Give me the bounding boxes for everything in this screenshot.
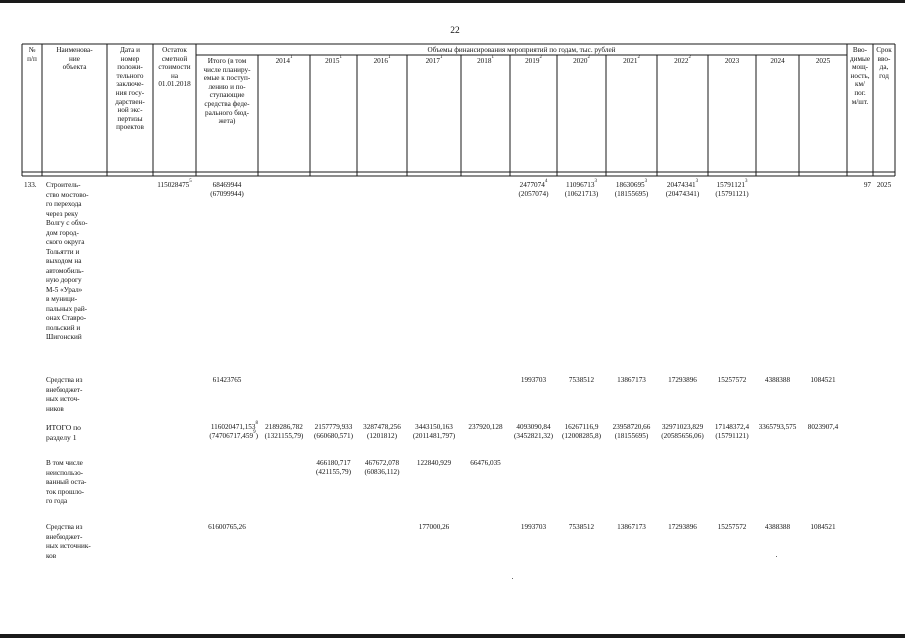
row-133-object-name: Строитель- ство мостово- го перехода через реку Волгу с обхо- дом город- ского округа Тольятти и выходом на автомобиль- ную дорогу М-5 «Урал» в муници- пальных рай- онах Ставро- польский и Шигонский [46, 181, 89, 341]
section-1-total-2024: 3365793,575 [758, 423, 797, 431]
section-1-extrabudget-total: 61600765,26 [208, 523, 246, 531]
header-col-expertise: Дата и номер положи- тельного заключе- ния госу- дарствен- ной экс- пертизы проектов [115, 46, 145, 132]
section-1-total-2020: 16267116,9 (12008285,8) [562, 423, 601, 440]
unused-remainder-2017: 122840,929 [416, 459, 452, 467]
row-133-year-2020: 11096713$^3$ (10621713) [564, 179, 599, 198]
header-year-2016: 2016$^1$ [373, 55, 391, 65]
row-133-extrabudget-total: 61423765 [212, 376, 242, 384]
row-133-extrabudget-2020: 7538512 [568, 376, 595, 384]
section-1-total-2016: 3287478,256 (1201812) [363, 423, 401, 440]
header-year-2017: 2017$^1$ [425, 55, 443, 65]
section-1-total-2014: 2189286,782 (1321155,79) [264, 423, 304, 440]
row-133-extrabudget-2022: 17293896 [668, 376, 697, 384]
section-1-total-2015: 2157779,933 (660680,571) [314, 423, 353, 440]
scan-speck [776, 556, 777, 557]
header-col-remaining-cost: Остаток сметной стоимости на 01.01.2018 [158, 46, 191, 89]
scan-speck [512, 578, 513, 579]
section-1-extrabudget-2024: 4388388 [764, 523, 791, 531]
header-financing-group-title: Объемы финансирования мероприятий по годам, тыс. рублей [427, 46, 616, 54]
section-1-extrabudget-2017: 177000,26 [418, 523, 450, 531]
section-1-total-2017: 3443150,163 (2011481,797) [412, 423, 456, 440]
row-133-extrabudget-2021: 13867173 [617, 376, 646, 384]
section-1-total-2021: 23958720,66 (18155695) [612, 423, 651, 440]
section-1-extrabudget-2021: 13867173 [617, 523, 646, 531]
header-year-2019: 2019$^2$ [525, 55, 542, 65]
header-col-number: № п/п [27, 46, 37, 63]
header-year-2015: 2015$^1$ [325, 55, 342, 65]
header-col-name: Наименова- ние объекта [56, 46, 93, 72]
row-133-year-2023: 15791121$^3$ (15791121) [715, 179, 749, 198]
unused-remainder-2015: 466180,717 (421155,79) [315, 459, 352, 476]
header-year-2022: 2022$^2$ [674, 55, 691, 65]
header-col-capacity: Вво- димые мощ- ность, км/ пог. м/шт. [849, 46, 871, 106]
row-133-total: 68469944 (67099944) [210, 181, 244, 198]
section-1-total-sum: 116020471,153$^8$ (74706717,459$^9$) [209, 421, 258, 440]
section-1-total-2019: 4093090,84 (3452821,32) [514, 423, 553, 440]
row-133-number: 133. [24, 181, 37, 189]
section-1-extrabudget-2022: 17293896 [668, 523, 697, 531]
section-1-total-label: ИТОГО по разделу 1 [46, 423, 81, 442]
row-133-year-2022: 20474341$^3$ (20474341) [665, 179, 700, 198]
header-year-2025: 2025 [815, 57, 831, 65]
section-1-total-2025: 8023907,4 [807, 423, 839, 431]
row-133-year-2021: 18630695$^3$ (18155695) [614, 179, 649, 198]
header-year-2018: 2018$^1$ [477, 55, 494, 65]
row-133-extrabudget-2019: 1993703 [520, 376, 547, 384]
section-1-total-2018: 237920,128 [468, 423, 503, 431]
row-133-extrabudget-2025: 1084521 [810, 376, 836, 384]
section-1-extrabudget-2025: 1084521 [810, 523, 836, 531]
row-133-capacity: 97 [863, 181, 871, 189]
section-1-extrabudget-2020: 7538512 [568, 523, 595, 531]
header-year-2021: 2021$^2$ [623, 55, 640, 65]
header-year-2023: 2023 [724, 57, 740, 65]
section-1-extrabudget-2019: 1993703 [520, 523, 547, 531]
row-133-remaining-cost: 115028475$^5$ [157, 179, 192, 189]
unused-remainder-2016: 467672,078 (60836,112) [364, 459, 400, 476]
row-133-commission-term: 2025 [876, 181, 892, 189]
header-col-total: Итого (в том числе планиру- емые к поступ- лению и по- ступающие средства феде- рального бюд- жета) [203, 57, 251, 126]
header-year-2024: 2024 [770, 57, 785, 65]
row-133-extrabudget-2023: 15257572 [717, 376, 747, 384]
page-number: 22 [450, 26, 460, 36]
header-year-2014: 2014$^1$ [275, 55, 293, 65]
section-1-total-2022: 32971023,829 (20585656,06) [661, 423, 704, 440]
row-133-extrabudget-name: Средства из внебюджет- ных источ- ников [46, 376, 83, 413]
section-1-extrabudget-label: Средства из внебюджет- ных источник- ков [46, 523, 91, 560]
unused-remainder-2018: 66476,035 [470, 459, 501, 467]
row-133-extrabudget-2024: 4388388 [764, 376, 791, 384]
row-133-year-2019: 2477074$^4$ (2057074) [518, 179, 549, 198]
section-1-extrabudget-2023: 15257572 [717, 523, 747, 531]
section-1-total-2023: 17148372,4 (15791121) [714, 423, 750, 440]
header-col-commission-term: Срок вво- да, год [876, 46, 892, 80]
unused-remainder-label: В том числе неиспользо- ванный оста- ток прошло- го года [46, 459, 87, 505]
header-year-2020: 2020$^2$ [573, 55, 590, 65]
